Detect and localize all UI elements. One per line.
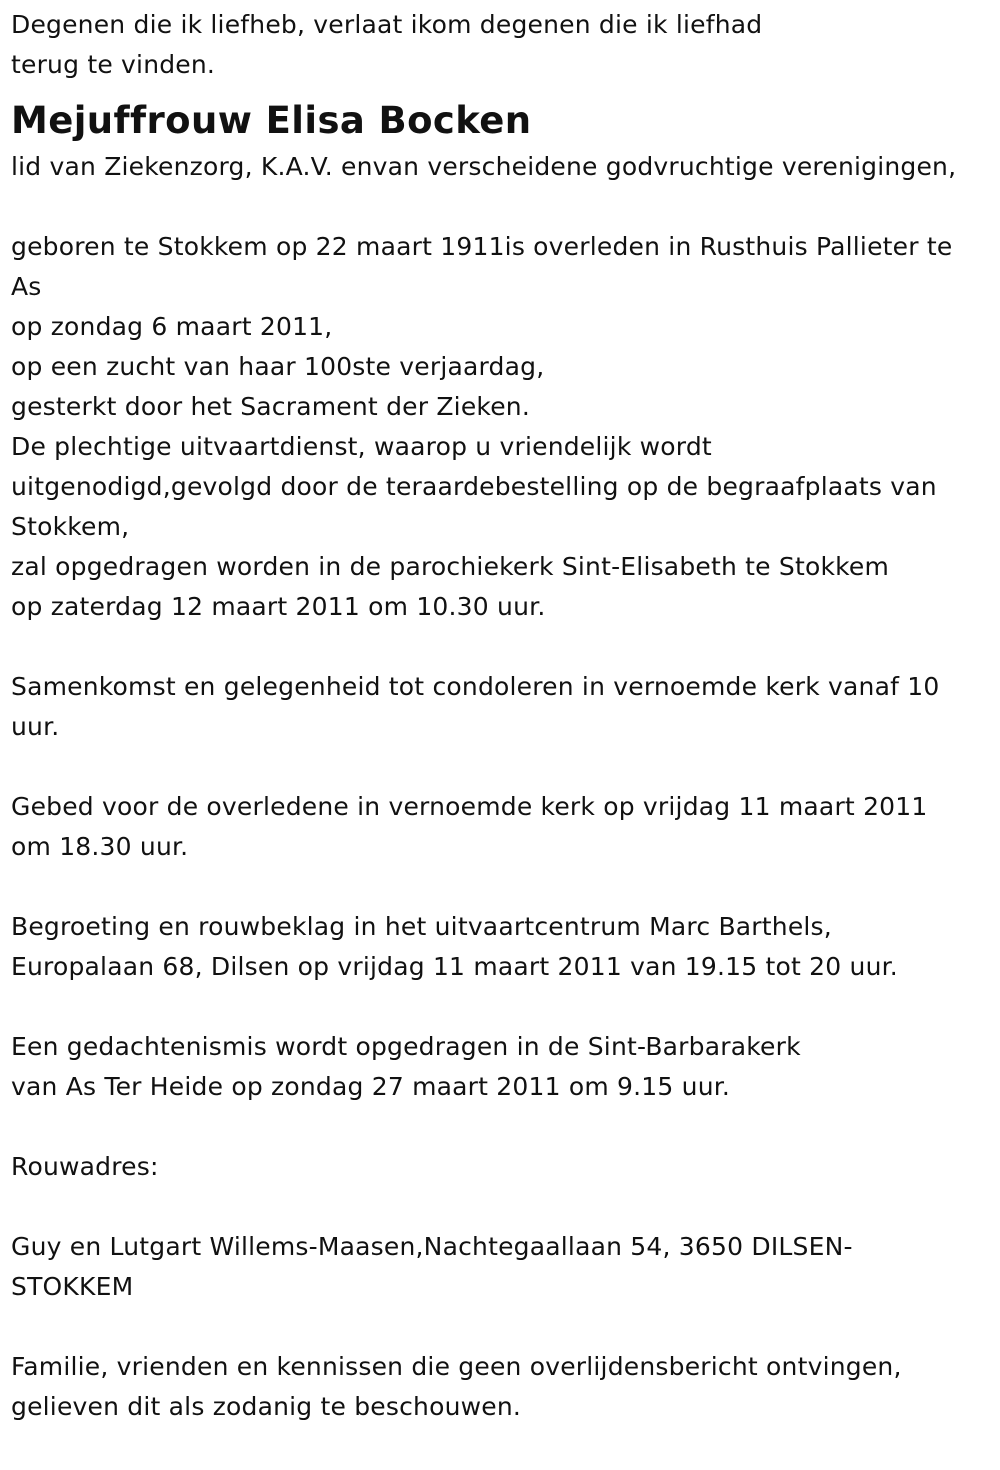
text-line: uitgenodigd,gevolgd door de teraardebestelling op de begraafplaats van bbox=[11, 472, 937, 501]
mourning-address-label: Rouwadres: bbox=[11, 1152, 159, 1181]
text-line: op een zucht van haar 100ste verjaardag, bbox=[11, 352, 545, 381]
closing-block bbox=[11, 1347, 991, 1427]
text-line: STOKKEM bbox=[11, 1272, 134, 1301]
address-block bbox=[11, 1227, 991, 1307]
text-line: Een gedachtenismis wordt opgedragen in de Sint-Barbarakerk bbox=[11, 1032, 801, 1061]
text-line: De plechtige uitvaartdienst, waarop u vriendelijk wordt bbox=[11, 432, 712, 461]
spacer bbox=[11, 867, 991, 907]
text-line: gesterkt door het Sacrament der Zieken. bbox=[11, 392, 530, 421]
text-line: van As Ter Heide op zondag 27 maart 2011 om 9.15 uur. bbox=[11, 1072, 731, 1101]
text-line: op zondag 6 maart 2011, bbox=[11, 312, 333, 341]
gathering-block bbox=[11, 667, 991, 747]
text-line: Gebed voor de overledene in vernoemde kerk op vrijdag 11 maart 2011 bbox=[11, 792, 928, 821]
text-line: Samenkomst en gelegenheid tot condoleren in vernoemde kerk vanaf 10 bbox=[11, 672, 940, 701]
spacer bbox=[11, 747, 991, 787]
text-line: Stokkem, bbox=[11, 512, 130, 541]
birth-death-block bbox=[11, 227, 991, 627]
text-line: As bbox=[11, 272, 42, 301]
text-line: geboren te Stokkem op 22 maart 1911is overleden in Rusthuis Pallieter te bbox=[11, 232, 953, 261]
spacer bbox=[11, 627, 991, 667]
obituary-notice bbox=[11, 5, 991, 1427]
memorial-block bbox=[11, 1027, 991, 1107]
text-line: Guy en Lutgart Willems-Maasen,Nachtegaallaan 54, 3650 DILSEN- bbox=[11, 1232, 853, 1261]
intro-line-1: Degenen die ik liefheb, verlaat ikom degenen die ik liefhad bbox=[11, 10, 763, 39]
text-line: Europalaan 68, Dilsen op vrijdag 11 maart 2011 van 19.15 tot 20 uur. bbox=[11, 952, 898, 981]
text-line: op zaterdag 12 maart 2011 om 10.30 uur. bbox=[11, 592, 546, 621]
spacer bbox=[11, 1187, 991, 1227]
text-line: Begroeting en rouwbeklag in het uitvaartcentrum Marc Barthels, bbox=[11, 912, 832, 941]
spacer bbox=[11, 187, 991, 227]
text-line: uur. bbox=[11, 712, 60, 741]
text-line: zal opgedragen worden in de parochiekerk Sint-Elisabeth te Stokkem bbox=[11, 552, 890, 581]
membership-line: lid van Ziekenzorg, K.A.V. envan verscheidene godvruchtige verenigingen, bbox=[11, 152, 957, 181]
text-line: om 18.30 uur. bbox=[11, 832, 189, 861]
deceased-name: Mejuffrouw Elisa Bocken bbox=[11, 99, 532, 142]
text-line: gelieven dit als zodanig te beschouwen. bbox=[11, 1392, 522, 1421]
prayer-block bbox=[11, 787, 991, 867]
intro-line-2: terug te vinden. bbox=[11, 50, 216, 79]
spacer bbox=[11, 987, 991, 1027]
greeting-block bbox=[11, 907, 991, 987]
spacer bbox=[11, 1307, 991, 1347]
spacer bbox=[11, 1107, 991, 1147]
text-line: Familie, vrienden en kennissen die geen overlijdensbericht ontvingen, bbox=[11, 1352, 902, 1381]
